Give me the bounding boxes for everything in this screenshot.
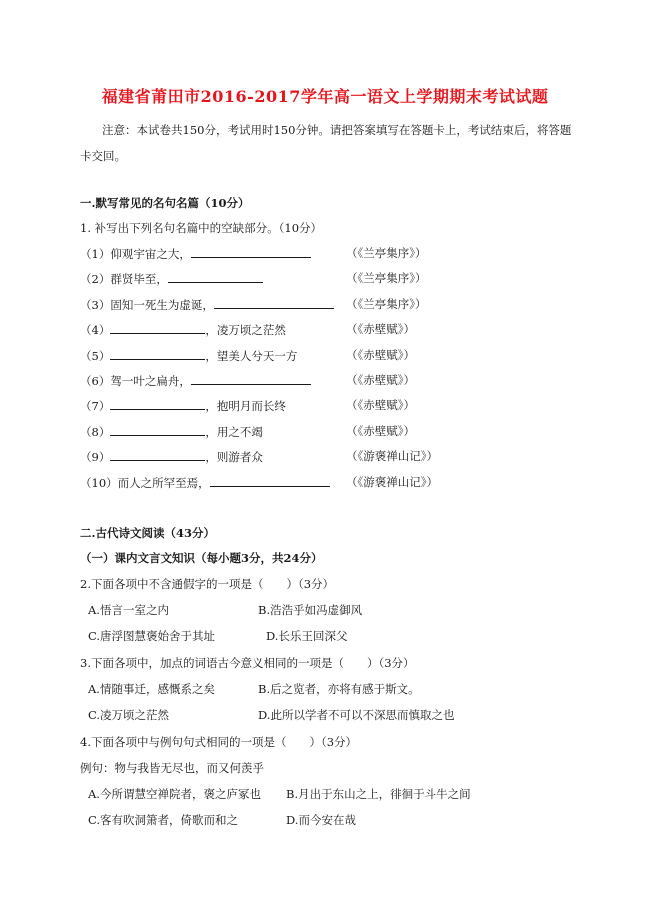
question-1-stem: 1. 补写出下列名句名篇中的空缺部分。（10分） — [80, 221, 323, 235]
question-2-stem: 2.下面各项中不含通假字的一项是（ ）（3分） — [80, 577, 335, 591]
q4-example: 例句：物与我皆无尽也，而又何羡乎 — [80, 761, 264, 775]
fill-item — [80, 448, 263, 465]
fill-item-number: （3） — [80, 298, 111, 312]
fill-item-source: （《兰亭集序》） — [346, 246, 427, 260]
answer-blank[interactable] — [110, 321, 205, 334]
answer-blank[interactable] — [110, 347, 205, 360]
answer-blank[interactable] — [110, 448, 205, 461]
fill-item-source: （《兰亭集序》） — [346, 297, 427, 311]
fill-item-text-before: 而人之所罕至焉， — [117, 476, 210, 490]
fill-item-text-after: ，望美人兮天一方 — [205, 349, 298, 363]
fill-item-text-before: 驾一叶之扁舟， — [110, 374, 191, 388]
q3-option-d: D.此所以学者不可以不深思而慎取之也 — [258, 708, 455, 722]
section2-subheading: （一）课内文言文知识（每小题3分，共24分） — [80, 551, 323, 565]
exam-notice: 注意：本试卷共150分，考试用时150分钟。请把答案填写在答题卡上，考试结束后，将答题卡交回。 — [80, 123, 572, 163]
fill-item-text-after: ，凌万顷之茫然 — [205, 323, 286, 337]
answer-blank[interactable] — [210, 474, 330, 487]
q4-option-a: A.今所谓慧空禅院者，褒之庐冢也 — [88, 787, 261, 801]
fill-item — [80, 423, 263, 440]
fill-item — [80, 296, 334, 313]
fill-item-number: （9） — [80, 450, 111, 464]
answer-blank[interactable] — [110, 423, 205, 436]
q2-option-d: D.长乐王回深父 — [266, 629, 348, 643]
q2-option-c: C.唐浮图慧褒始舍于其址 — [88, 629, 216, 643]
q2-option-a: A.悟言一室之内 — [88, 603, 169, 617]
fill-item-number: （6） — [80, 374, 111, 388]
fill-item — [80, 270, 263, 287]
fill-item-number: （10） — [80, 476, 118, 490]
fill-item-source: （《赤壁赋》） — [346, 373, 415, 387]
fill-item — [80, 245, 311, 262]
q3-option-c: C.凌万顷之茫然 — [88, 708, 170, 722]
fill-item-number: （4） — [80, 323, 111, 337]
fill-item-source: （《游褒禅山记》） — [346, 475, 438, 489]
fill-item — [80, 372, 311, 389]
fill-item-text-before: 固知一死生为虚诞， — [110, 298, 214, 312]
fill-item-number: （5） — [80, 349, 111, 363]
fill-item-number: （2） — [80, 272, 111, 286]
q4-option-b: B.月出于东山之上，徘徊于斗牛之间 — [286, 787, 471, 801]
fill-item — [80, 321, 286, 338]
fill-item-number: （8） — [80, 425, 111, 439]
fill-item-number: （7） — [80, 399, 111, 413]
fill-item-text-after: ，用之不竭 — [205, 425, 263, 439]
fill-item-source: （《游褒禅山记》） — [346, 449, 438, 463]
fill-item-text-after: ，则游者众 — [205, 450, 263, 464]
answer-blank[interactable] — [191, 245, 311, 258]
q3-option-b: B.后之览者，亦将有感于斯文。 — [258, 682, 420, 696]
fill-item — [80, 347, 297, 364]
fill-item-source: （《兰亭集序》） — [346, 271, 427, 285]
q2-option-b: B.浩浩乎如冯虚御风 — [258, 603, 363, 617]
fill-item-source: （《赤壁赋》） — [346, 348, 415, 362]
q4-option-c: C.客有吹洞箫者，倚歌而和之 — [88, 813, 239, 827]
fill-item-text-before: 仰观宇宙之大， — [110, 247, 191, 261]
answer-blank[interactable] — [110, 397, 205, 410]
fill-item — [80, 397, 286, 414]
fill-item — [80, 474, 330, 491]
exam-title: 福建省莆田市2016-2017学年高一语文上学期期末考试试题 — [101, 87, 549, 106]
question-3-stem: 3.下面各项中，加点的词语古今意义相同的一项是（ ）（3分） — [80, 656, 415, 670]
section1-heading: 一.默写常见的名句名篇（10分） — [80, 196, 250, 210]
answer-blank[interactable] — [214, 296, 334, 309]
fill-item-text-after: ，抱明月而长终 — [205, 399, 286, 413]
question-4-stem: 4.下面各项中与例句句式相同的一项是（ ）（3分） — [80, 735, 358, 749]
q4-option-d: D.而今安在哉 — [286, 813, 356, 827]
fill-item-text-before: 群贤毕至， — [110, 272, 168, 286]
fill-item-number: （1） — [80, 247, 111, 261]
q3-option-a: A.情随事迁，感慨系之矣 — [88, 682, 215, 696]
fill-item-source: （《赤壁赋》） — [346, 398, 415, 412]
answer-blank[interactable] — [168, 270, 263, 283]
section2-heading: 二.古代诗文阅读（43分） — [80, 526, 216, 540]
fill-item-source: （《赤壁赋》） — [346, 424, 415, 438]
fill-item-source: （《赤壁赋》） — [346, 322, 415, 336]
answer-blank[interactable] — [191, 372, 311, 385]
